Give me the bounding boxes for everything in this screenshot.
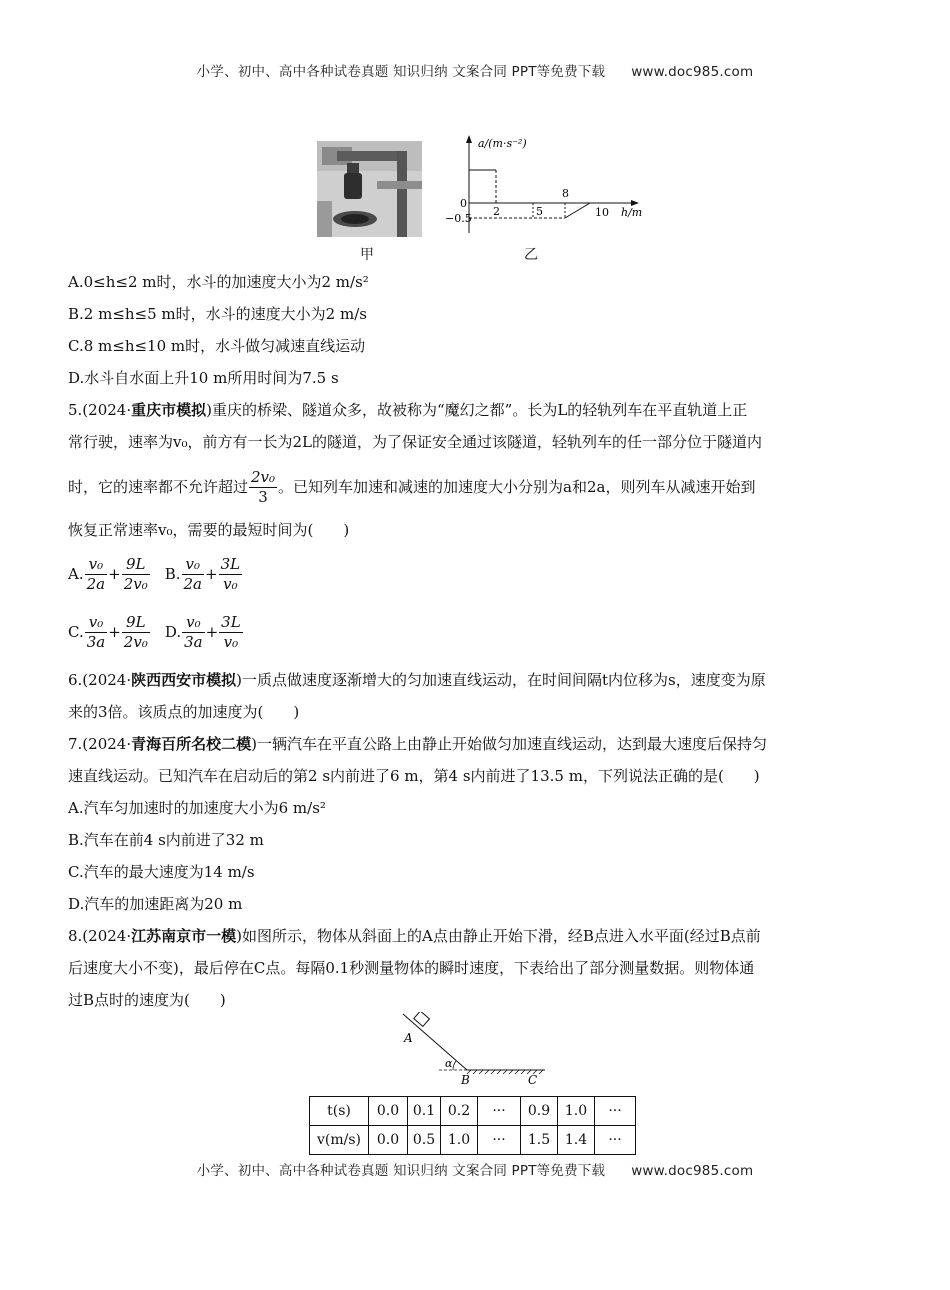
table-cell: 0.5 [408,1126,441,1155]
table-cell: t(s) [310,1097,369,1126]
q5-option-d: D. $\frac{\text{v₀}}{3a}$ + $\frac{3L}{\text{v₀}}$ [164,612,241,651]
q4-option-a: A.0≤h≤2 m时，水斗的加速度大小为2 m/s² [68,273,369,291]
q7-option-a: A.汽车匀加速时的加速度大小为6 m/s² [68,799,326,817]
q8-line-3: 过B点时的速度为( ) [68,991,226,1009]
tick-0: 0 [460,197,467,210]
q7-line-1: 7.(2024·青海百所名校二模)一辆汽车在平直公路上由静止开始做匀加速直线运动，达到最大速度后保持匀 [68,735,767,753]
q6-line-1: 6.(2024·陕西西安市模拟)一质点做速度逐渐增大的匀加速直线运动，在时间间隔t内位移为s，速度变为原 [68,671,766,689]
q4-option-c: C.8 m≤h≤10 m时，水斗做匀减速直线运动 [68,337,366,355]
sliding-block [414,1012,430,1026]
fraction-2v0-over-3: $\frac{\text{2v₀}}{3}$ [251,467,276,506]
table-cell: 0.1 [408,1097,441,1126]
q8-line-2: 后速度大小不变)，最后停在C点。每隔0.1秒测量物体的瞬时速度，下表给出了部分测量数据。则物体通 [68,959,755,977]
tick-5: 5 [536,205,543,218]
label-A: A [404,1031,413,1045]
q5-option-b: B. $\frac{\text{v₀}}{2a}$ + $\frac{3L}{\text{v₀}}$ [164,554,241,593]
footer-text: 小学、初中、高中各种试卷真题 知识归纳 文案合同 PPT等免费下载 [196,1163,606,1179]
table-cell: 1.5 [521,1126,558,1155]
well-photo [317,141,422,237]
label-alpha: α [445,1057,453,1070]
y-axis-label: a/(m·s⁻²) [478,137,527,150]
header-site: www.doc985.com [631,64,754,80]
q5-line-3: 时，它的速率都不允许超过 $\frac{\text{2v₀}}{3}$ 。已知列车加速和减速的加速度大小分别为a和2a，则列车从减速开始到 [68,467,756,506]
caption-jia: 甲 [360,247,374,263]
page-header [0,60,950,80]
table-row-velocity [310,1126,636,1155]
tick-2: 2 [493,205,500,218]
table-cell: 0.9 [521,1097,558,1126]
table-cell: 0.0 [369,1126,408,1155]
q5-line-2: 常行驶，速率为v₀，前方有一长为2L的隧道，为了保证安全通过该隧道，轻轨列车的任一部分位于隧道内 [68,433,762,451]
tick-neg-0-5: −0.5 [445,212,472,225]
q5-line-1: 5.(2024·重庆市模拟)重庆的桥梁、隧道众多，故被称为“魔幻之都”。长为L的轻轨列车在平直轨道上正 [68,401,748,419]
q4-option-d: D.水斗自水面上升10 m所用时间为7.5 s [68,369,339,387]
q5-option-c: C. $\frac{\text{v₀}}{3a}$ + $\frac{9L}{\text{2v₀}}$ [68,612,148,651]
table-cell: ··· [478,1126,521,1155]
tick-8: 8 [562,187,569,200]
table-cell: 0.2 [441,1097,478,1126]
q5-option-a: A. $\frac{\text{v₀}}{2a}$ + $\frac{9L}{\text{2v₀}}$ [68,554,148,593]
q5-line-4: 恢复正常速率v₀，需要的最短时间为( ) [68,521,350,539]
table-cell: 1.4 [558,1126,595,1155]
table-cell: 0.0 [369,1097,408,1126]
q8-line-1: 8.(2024·江苏南京市一模)如图所示，物体从斜面上的A点由静止开始下滑，经B点进入水平面(经过B点前 [68,927,761,945]
table-cell: v(m/s) [310,1126,369,1155]
table-cell: 1.0 [558,1097,595,1126]
table-cell: ··· [595,1126,636,1155]
q7-option-d: D.汽车的加速距离为20 m [68,895,243,913]
table-cell: 1.0 [441,1126,478,1155]
label-B: B [461,1073,470,1087]
x-axis-label: h/m [621,206,643,219]
table-cell: ··· [478,1097,521,1126]
measurement-table [309,1096,636,1155]
caption-yi: 乙 [524,247,538,263]
q7-option-b: B.汽车在前4 s内前进了32 m [68,831,264,849]
y-axis-arrow [466,135,472,143]
q5-options-ab [68,551,257,597]
angle-arc [453,1061,456,1070]
footer-site: www.doc985.com [631,1163,754,1179]
incline-figure [395,1012,555,1092]
acceleration-graph [445,133,645,243]
header-text: 小学、初中、高中各种试卷真题 知识归纳 文案合同 PPT等免费下载 [196,64,606,80]
table-cell: ··· [595,1097,636,1126]
q5-options-cd [68,609,258,655]
tick-10: 10 [595,206,609,219]
q4-option-b: B.2 m≤h≤5 m时，水斗的速度大小为2 m/s [68,305,367,323]
q7-option-c: C.汽车的最大速度为14 m/s [68,863,255,881]
page-footer [0,1159,950,1179]
label-C: C [528,1073,538,1087]
q6-line-2: 来的3倍。该质点的加速度为( ) [68,703,300,721]
table-row-time [310,1097,636,1126]
q7-line-2: 速直线运动。已知汽车在启动后的第2 s内前进了6 m，第4 s内前进了13.5 m，下列说法正确的是( ) [68,767,760,785]
